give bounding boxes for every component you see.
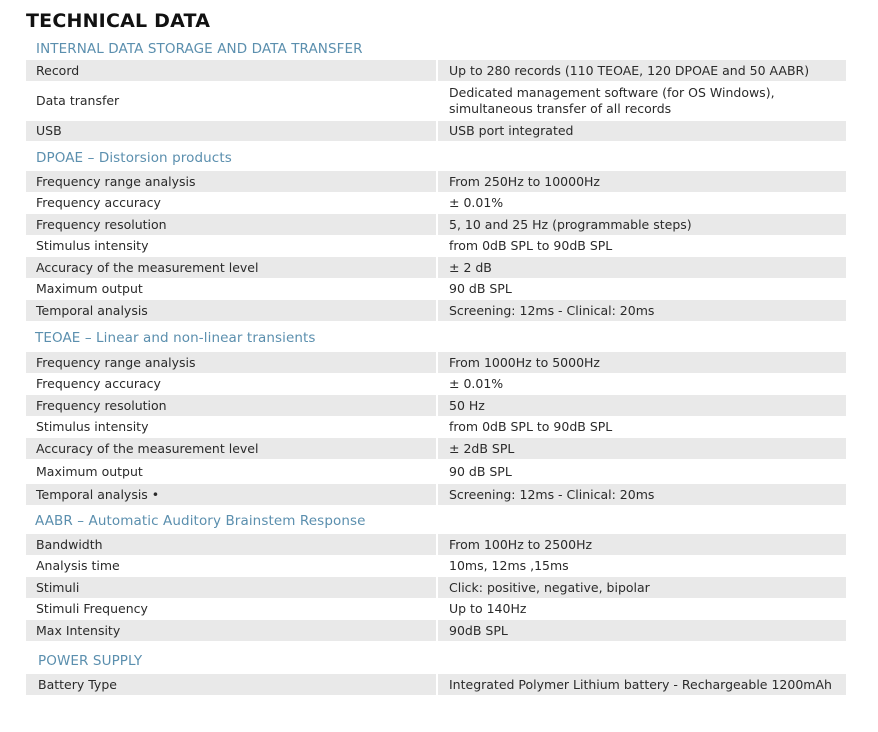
table-row (26, 438, 846, 459)
row-value: ± 0.01% (436, 192, 846, 214)
row-label: Maximum output (36, 463, 143, 479)
row-label: Accuracy of the measurement level (26, 438, 436, 459)
row-value: 90dB SPL (436, 620, 846, 641)
row-label: Temporal analysis (26, 300, 436, 321)
row-label: Stimuli Frequency (36, 601, 148, 617)
row-label: Frequency accuracy (36, 195, 161, 211)
row-value: 10ms, 12ms ,15ms (436, 555, 846, 577)
table-row (26, 300, 846, 321)
table-row (26, 121, 846, 141)
table-row (26, 214, 846, 235)
section-heading-storage: INTERNAL DATA STORAGE AND DATA TRANSFER (36, 41, 363, 57)
row-label: Frequency accuracy (36, 376, 161, 392)
row-value: ± 2dB SPL (436, 438, 846, 459)
row-value: Dedicated management software (for OS Windows), simultaneous transfer of all records (436, 81, 846, 121)
section-heading-aabr: AABR – Automatic Auditory Brainstem Response (35, 513, 366, 529)
row-label: Frequency range analysis (26, 171, 436, 192)
section-heading-dpoae: DPOAE – Distorsion products (36, 150, 232, 166)
table-row (26, 373, 846, 395)
row-label: Max Intensity (26, 620, 436, 641)
row-label: Stimulus intensity (36, 419, 149, 435)
row-label: USB (26, 121, 436, 141)
table-row (26, 192, 846, 214)
table-row (26, 235, 846, 257)
row-value: 90 dB SPL (436, 459, 846, 484)
table-row (26, 620, 846, 641)
table-row (26, 674, 846, 695)
table-row (26, 352, 846, 373)
page-title: TECHNICAL DATA (26, 10, 211, 32)
table-row (26, 171, 846, 192)
row-label: Temporal analysis • (26, 484, 436, 505)
table-row (26, 416, 846, 438)
table-row (26, 459, 846, 484)
row-label: Accuracy of the measurement level (26, 257, 436, 278)
table-row (26, 534, 846, 555)
row-label: Stimulus intensity (36, 238, 149, 254)
row-label: Analysis time (36, 558, 120, 574)
row-value: ± 0.01% (436, 373, 846, 395)
row-value: From 250Hz to 10000Hz (436, 171, 846, 192)
section-heading-teoae: TEOAE – Linear and non-linear transients (35, 330, 316, 346)
table-row (26, 81, 846, 121)
row-label: Frequency resolution (26, 395, 436, 416)
row-value: Up to 280 records (110 TEOAE, 120 DPOAE and 50 AABR) (436, 60, 846, 81)
row-label: Frequency resolution (26, 214, 436, 235)
row-value: 5, 10 and 25 Hz (programmable steps) (436, 214, 846, 235)
row-value: From 1000Hz to 5000Hz (436, 352, 846, 373)
row-label: Bandwidth (26, 534, 436, 555)
row-label: Data transfer (36, 93, 120, 109)
row-label: Record (26, 60, 436, 81)
row-value: Integrated Polymer Lithium battery - Rechargeable 1200mAh (436, 674, 846, 695)
row-value: 90 dB SPL (436, 278, 846, 300)
row-value: Up to 140Hz (436, 598, 846, 620)
spec-table (26, 38, 846, 695)
row-value: from 0dB SPL to 90dB SPL (436, 416, 846, 438)
row-value: from 0dB SPL to 90dB SPL (436, 235, 846, 257)
row-value: USB port integrated (436, 121, 846, 141)
table-row (26, 395, 846, 416)
section-heading-power: POWER SUPPLY (38, 653, 143, 669)
table-row (26, 555, 846, 577)
table-row (26, 484, 846, 505)
table-row (26, 257, 846, 278)
row-value: 50 Hz (436, 395, 846, 416)
table-row (26, 60, 846, 81)
row-label: Battery Type (26, 674, 436, 695)
row-label: Stimuli (26, 577, 436, 598)
row-value: Screening: 12ms - Clinical: 20ms (436, 300, 846, 321)
row-label: Maximum output (36, 281, 143, 297)
row-value: From 100Hz to 2500Hz (436, 534, 846, 555)
table-row (26, 577, 846, 598)
table-row (26, 278, 846, 300)
row-value: Click: positive, negative, bipolar (436, 577, 846, 598)
row-label: Frequency range analysis (26, 352, 436, 373)
row-value: ± 2 dB (436, 257, 846, 278)
row-value: Screening: 12ms - Clinical: 20ms (436, 484, 846, 505)
table-row (26, 598, 846, 620)
